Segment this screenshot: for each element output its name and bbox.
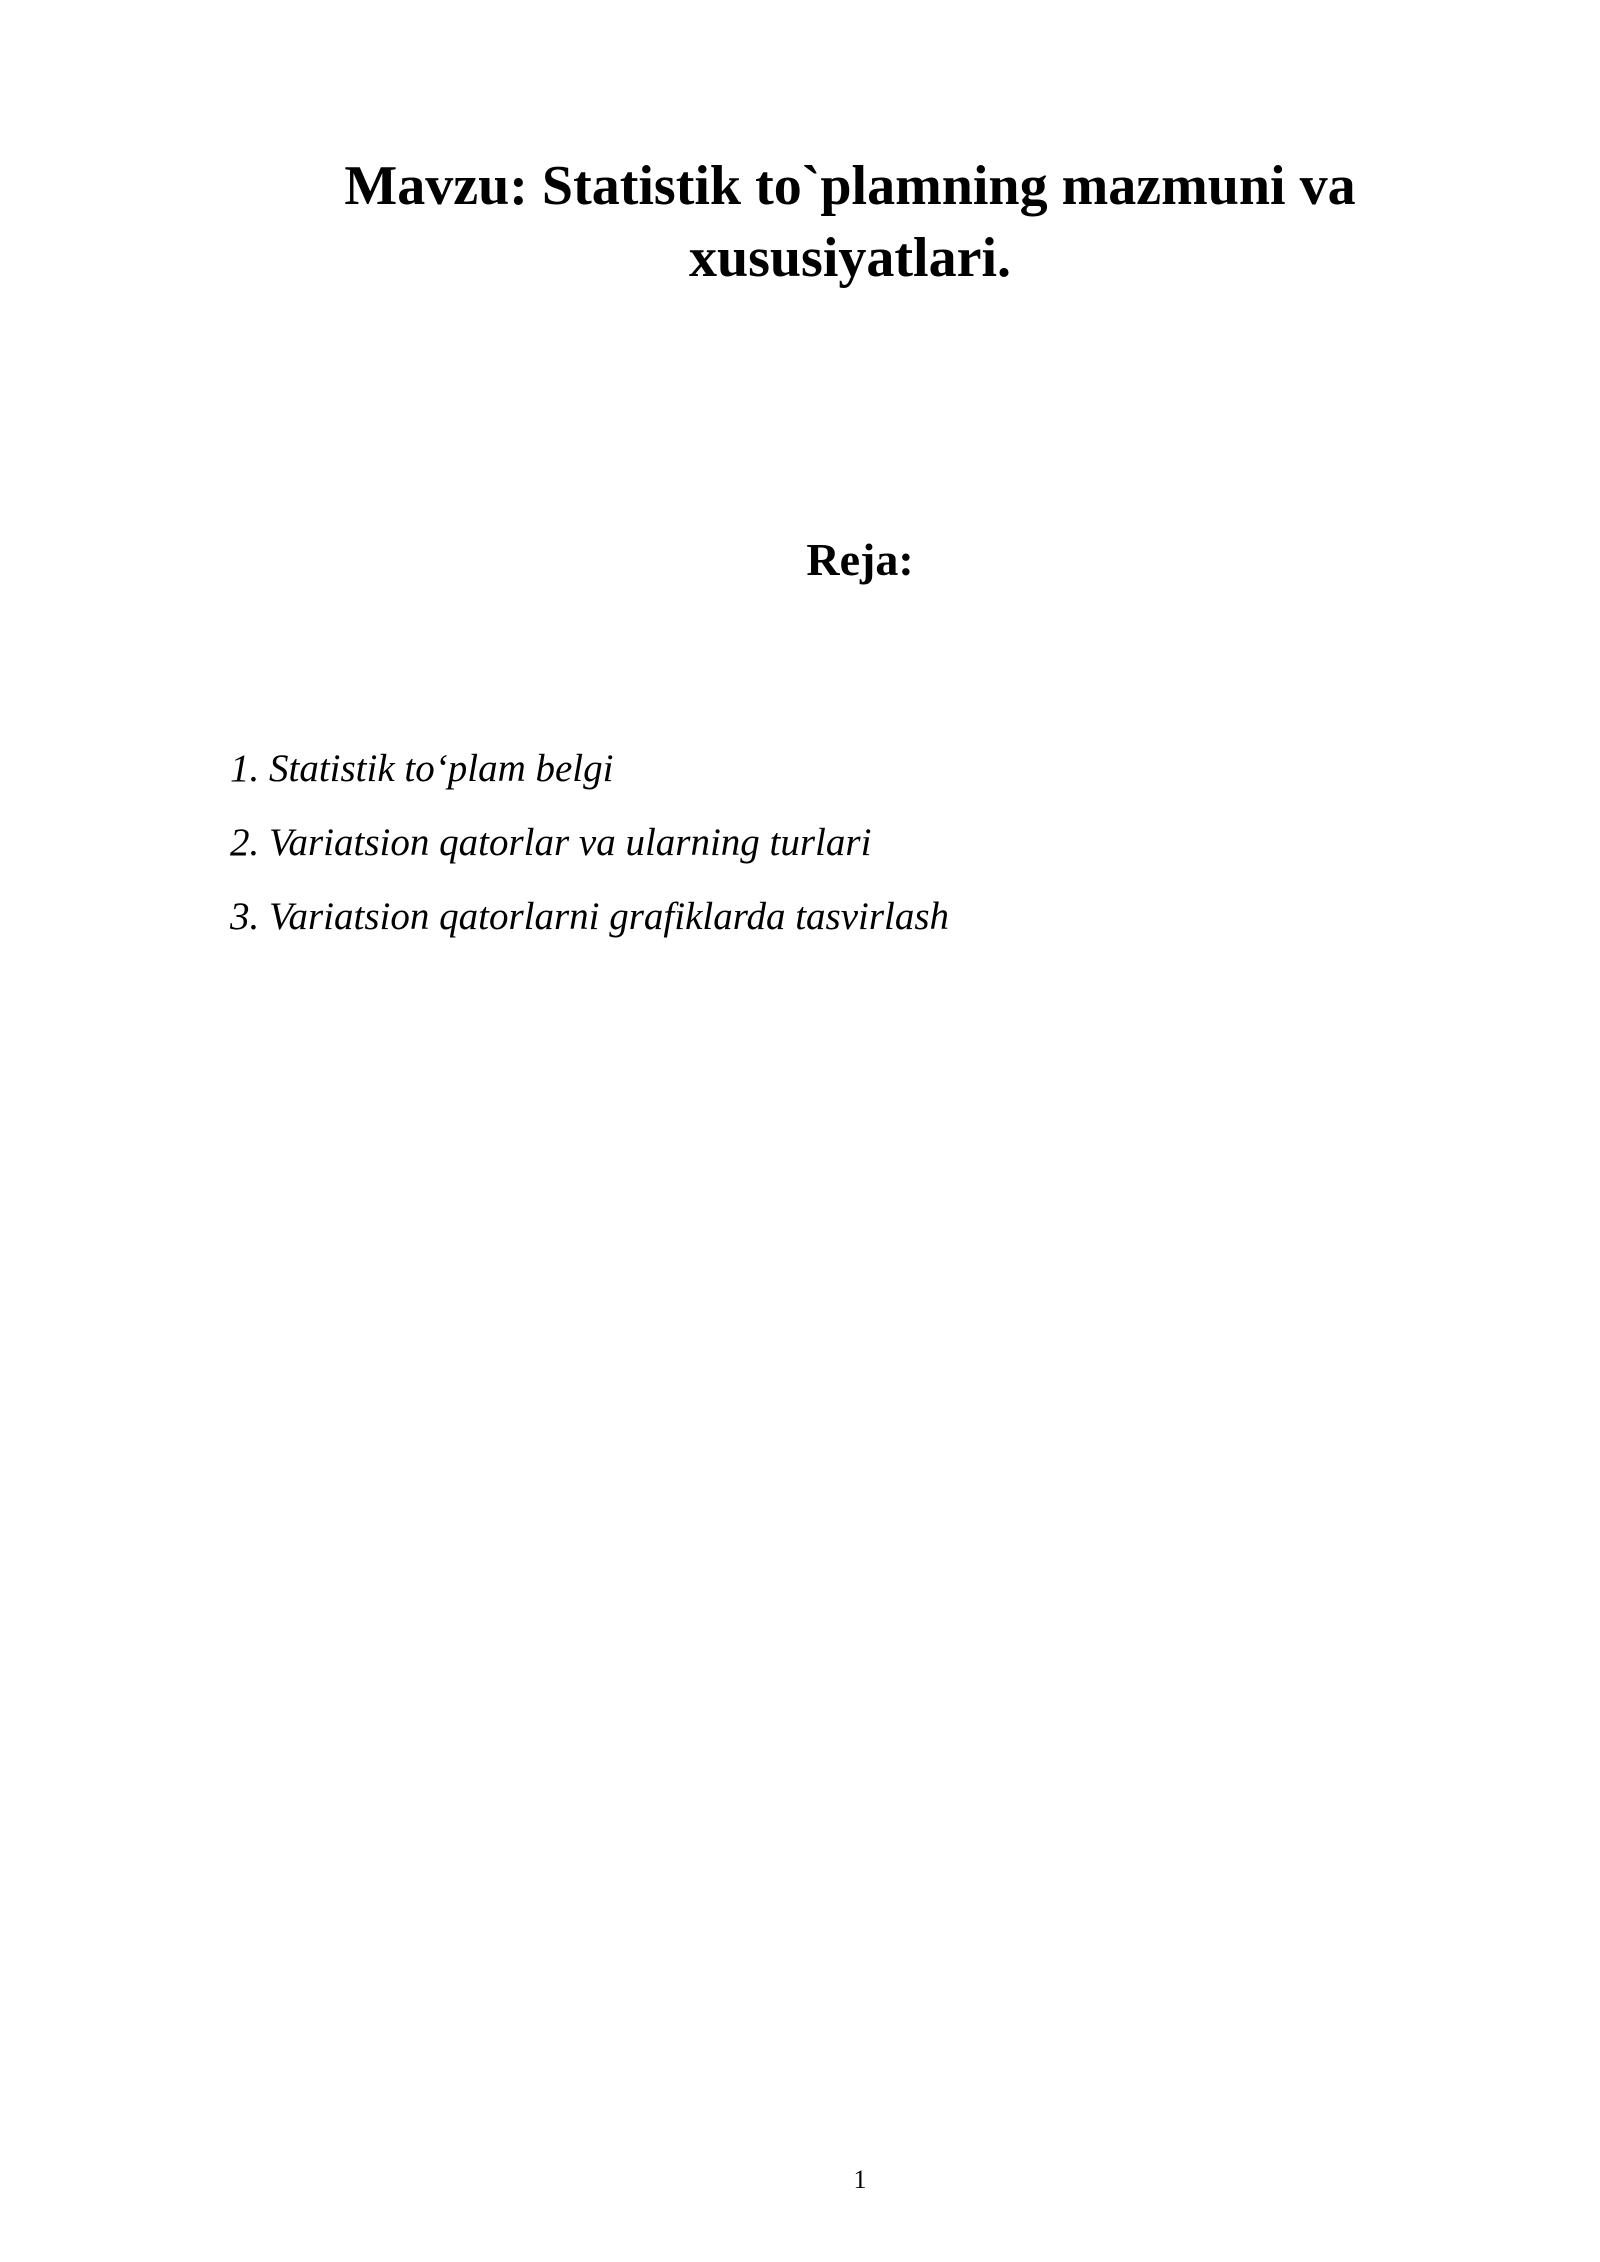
document-title: [300, 150, 1400, 294]
plan-list: [230, 745, 1430, 967]
plan-item-3: 3. Variatsion qatorlarni grafiklarda tasvirlash: [230, 895, 950, 938]
plan-heading: Reja:: [806, 534, 914, 585]
plan-item-1: 1. Statistik to‘plam belgi: [230, 747, 614, 790]
document-title-line-1: Mavzu: Statistik to`plamning mazmuni va: [344, 155, 1356, 217]
document-title-line-2: xususiyatlari.: [688, 227, 1012, 289]
plan-item-2: 2. Variatsion qatorlar va ularning turlari: [230, 821, 872, 864]
page-number: 1: [853, 2165, 867, 2194]
